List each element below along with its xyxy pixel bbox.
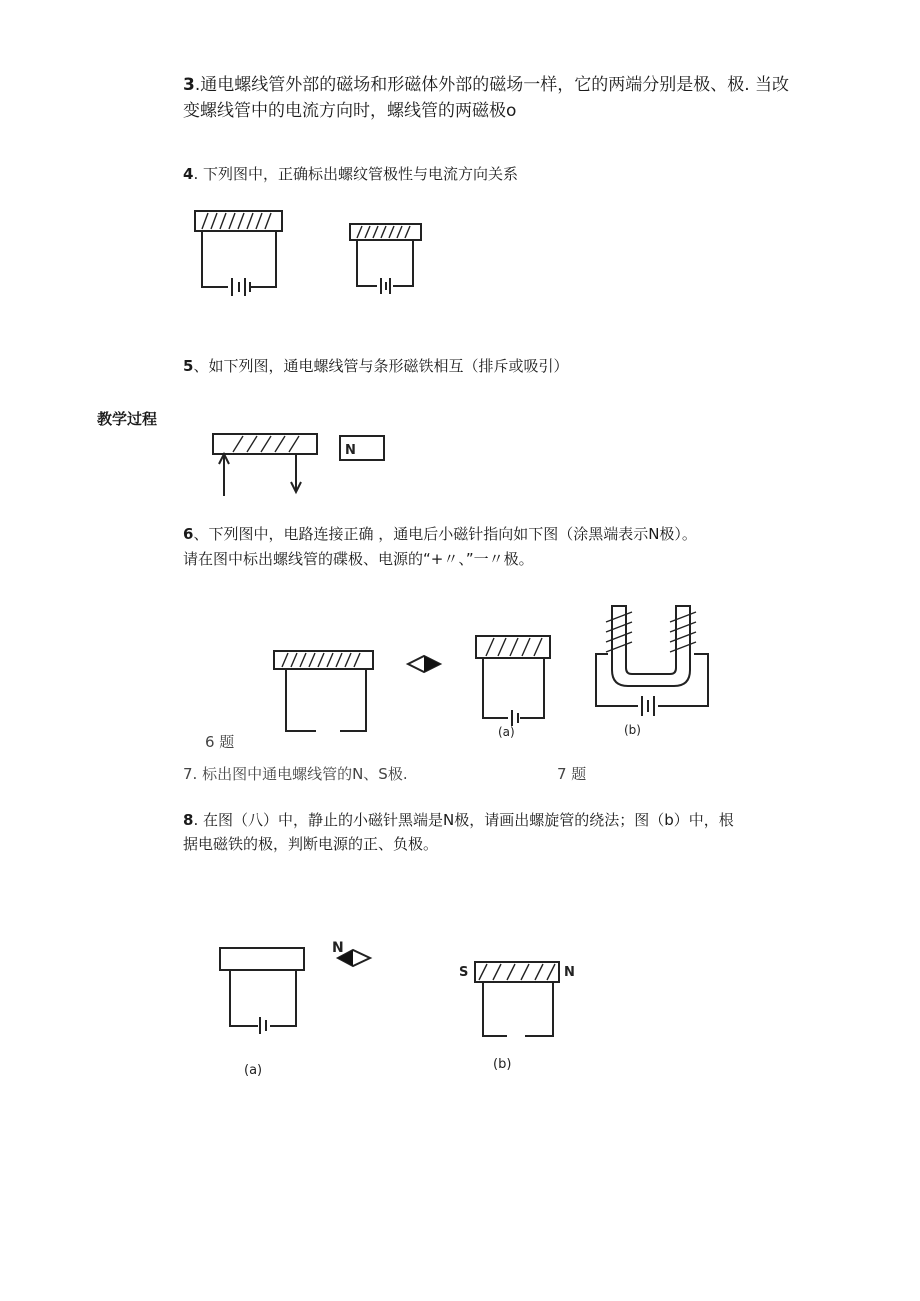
q8-label-a: (a) <box>244 1063 263 1078</box>
q5-magnet-label: N <box>345 443 356 458</box>
q7b-core-outer <box>612 606 690 686</box>
q8-line2: 据电磁铁的极，判断电源的正、负极。 <box>183 835 439 853</box>
q6-number: 6 <box>183 525 194 543</box>
q3-number: 3 <box>183 75 195 95</box>
q7b-coil <box>606 612 696 652</box>
q8-pole-left: S <box>459 965 469 980</box>
q4-figure-left <box>190 205 290 297</box>
q8-label-b: (b) <box>493 1057 512 1072</box>
q7-question: 7. 标出图中通电螺线管的N、S极. <box>183 765 408 783</box>
q5-figure <box>205 428 390 500</box>
q8-pole-right: N <box>564 965 575 980</box>
q3-line2: 变螺线管中的电流方向时，螺线管的两磁极o <box>183 101 517 121</box>
q5-number: 5 <box>183 357 194 375</box>
q8-line1 <box>183 810 734 830</box>
q8-figure-a <box>210 932 380 1082</box>
q7-label-b: (b) <box>624 723 641 737</box>
q3-text-line1: .通电螺线管外部的磁场和形磁体外部的磁场一样，它的两端分别是极、极. 当改 <box>194 75 790 95</box>
q4-number: 4 <box>183 165 194 183</box>
q8-figure-b <box>455 952 595 1077</box>
q8-text-line1: . 在图（八）中，静止的小磁针黑端是N极，请画出螺旋管的绕法；图（b）中，根 <box>193 811 734 829</box>
q6-compass-needle <box>408 656 440 672</box>
q5-current-out-arrow <box>291 454 301 492</box>
q6-line2: 请在图中标出螺线管的碟极、电源的“+〃、”一〃极。 <box>183 550 534 568</box>
q5-text: 、如下列图，通电螺线管与条形磁铁相互（排斥或吸引） <box>193 357 569 375</box>
q8-needle-label: N <box>332 940 344 956</box>
q4-question <box>183 164 518 184</box>
q8a-solenoid <box>220 948 304 970</box>
q5-question <box>183 356 568 376</box>
q7-label-a: (a) <box>498 725 515 739</box>
q6-figure <box>268 645 448 737</box>
q3-line1 <box>183 72 789 98</box>
q8b-solenoid <box>475 962 559 982</box>
section-heading: 教学过程 <box>97 410 158 428</box>
q7-figure-b <box>590 598 715 743</box>
q4-text: . 下列图中，正确标出螺纹管极性与电流方向关系 <box>193 165 518 183</box>
q7-caption: 7 题 <box>557 765 587 783</box>
q5-current-in-arrow <box>219 454 229 496</box>
q8-number: 8 <box>183 811 194 829</box>
q6-line1 <box>183 524 697 544</box>
q6-text-line1: 、下列图中，电路连接正确 ，通电后小磁针指向如下图（涂黑端表示N极）。 <box>193 525 697 543</box>
q7-figure-a <box>470 632 560 742</box>
q6-caption: 6 题 <box>205 733 235 751</box>
q4-figure-right <box>345 220 430 295</box>
